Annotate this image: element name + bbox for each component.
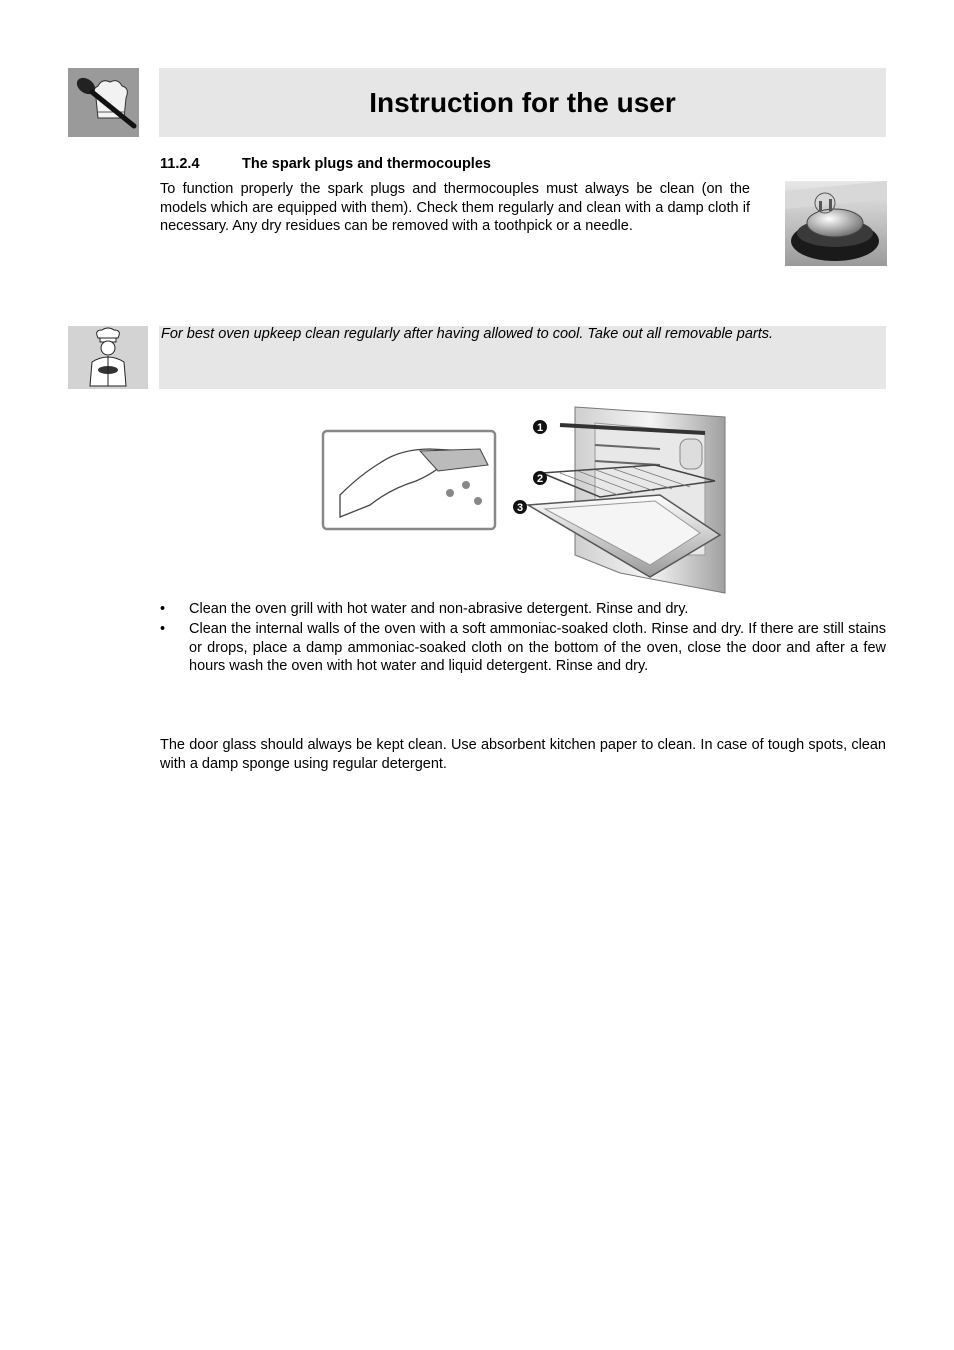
list-item	[160, 620, 886, 676]
oven-cleaning-figure	[320, 405, 730, 595]
section-title: The spark plugs and thermocouples	[242, 156, 491, 172]
callout-1	[532, 419, 548, 435]
cleaning-instructions-list	[160, 600, 886, 677]
chef-icon	[68, 326, 148, 389]
section-heading	[160, 156, 491, 172]
bullet-icon: •	[160, 621, 166, 637]
callout-2	[532, 470, 548, 486]
gas-burner-image	[785, 181, 887, 266]
callout-3	[512, 499, 528, 515]
callout-3-label: 3	[516, 502, 524, 514]
page-title: Instruction for the user	[369, 87, 676, 118]
spoon-chef-hat-icon	[68, 68, 139, 137]
hand-cloth-illustration	[323, 431, 495, 529]
header-logo	[68, 68, 139, 137]
list-item	[160, 600, 886, 619]
gas-burner-icon	[785, 181, 887, 266]
door-glass-paragraph: The door glass should always be kept clean. Use absorbent kitchen paper to clean. In case of tough spots, clean with a damp sponge using regular detergent.	[160, 737, 886, 772]
bullet-icon: •	[160, 601, 166, 617]
oven-interior-illustration	[528, 407, 725, 593]
callout-2-label: 2	[536, 473, 544, 485]
section-number: 11.2.4	[160, 156, 200, 172]
section-body: To function properly the spark plugs and thermocouples must always be clean (on the models which are equipped with them). Check them regularly and clean with a damp cloth if necessary. Any dry residues can be removed with a toothpick or a needle.	[160, 181, 750, 234]
list-item-text: Clean the oven grill with hot water and non-abrasive detergent. Rinse and dry.	[189, 601, 689, 617]
list-item-text: Clean the internal walls of the oven with a soft ammoniac-soaked cloth. Rinse and dry. If there are still stains or drops, place a damp ammoniac-soaked cloth on the bottom of the oven, close the door and after a few hours wash the oven with hot water and liquid detergent. Rinse and dry.	[189, 621, 886, 674]
note-icon-box	[68, 326, 148, 389]
note-text: For best oven upkeep clean regularly after having allowed to cool. Take out all removable parts.	[161, 326, 774, 342]
callout-1-label: 1	[536, 422, 544, 434]
